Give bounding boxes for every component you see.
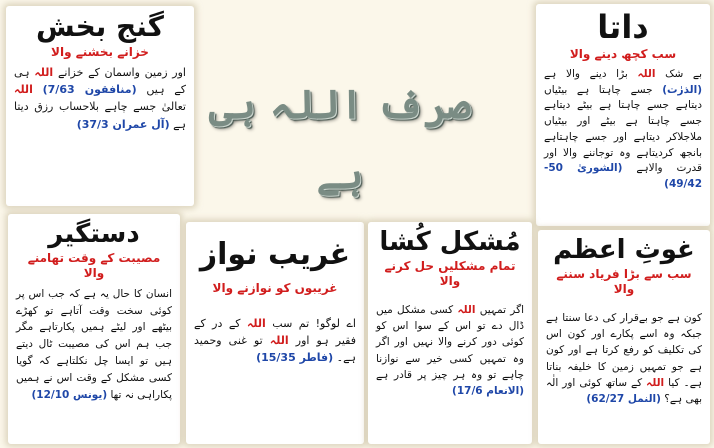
card-body: کون ہے جو بےقرار کی دعا سنتا ہے جبکہ وہ اسے پکارے اور کون اس کی تکلیف کو رفع کرتا ہے اور کون ہے جو تمہیں زمین کا خلیفہ بناتا ہے۔ کیا اللہ کے ساتھ کوئی اور الٰہ بھی ہے؟ (النمل 62/27) [546,311,702,406]
card-subtitle: تمام مشکلیں حل کرنے والا [384,258,516,289]
card-subtitle: مصیبت کے وقت تھامنے والا [27,250,161,281]
card-title: گنج بخش [36,10,164,43]
card-title: مُشکل کُشا [379,227,521,257]
card-gharib-nawaz [186,222,364,444]
verse-reference: (فاطر 15/35) [256,350,334,364]
card-title: دستگیر [48,219,140,249]
card-dastgir [8,214,180,444]
verse-reference: (النمل 62/27) [586,393,661,406]
card-subtitle: خزانے بخشنے والا [51,44,149,59]
card-title: داتا [597,8,649,46]
card-ganj-bakhsh [6,6,194,206]
verse-reference: (یونس 12/10) [31,388,108,401]
verse-reference: (الشوریٰ 50-49/42) [544,162,702,191]
card-body: اے لوگو! تم سب اللہ کے در کے فقیر ہو اور اللہ تو غنی وحمید ہے۔ (فاطر 15/35) [194,316,356,364]
card-title: غوثِ اعظم [553,235,695,265]
card-data [536,4,710,226]
card-body: بے شک اللہ بڑا دینے والا ہے (الذرٰت) جسے چاہتا ہے بیٹیاں دیتاہے جسے چاہتا ہے بیٹے دیتاہے جسے چاہتا ہے بیٹے اور بیٹیاں ملاجلاکر دیتاہے اور جسے چاہتاہے بانجھ کردیتاہے وہ توجاننے والا اور قدرت والاہے (الشوریٰ 50-49/42) [544,67,702,191]
card-body: اگر تمہیں اللہ کسی مشکل میں ڈال دے تو اس کے سوا اس کو کوئی دور کرنے والا نہیں اور اگر وہ تمہیں کسی خیر سے نوازنا چاہے تو وہ ہر چیز پر قادر ہے (الانعام 17/6) [376,303,524,398]
card-subtitle: سب کچھ دینے والا [569,47,677,62]
card-subtitle: غریبوں کو نوازنے والا [212,281,338,295]
card-body: اور زمین واسمان کے خزانے اللہ ہی کے ہیں (منافقون 7/63) اللہ تعالیٰ جسے چاہے بلاحساب رزق دیتا ہے (آل عمران 37/3) [14,66,186,131]
verse-reference: (الانعام 17/6) [452,385,524,398]
verse-reference: (آل عمران 37/3) [76,117,170,131]
card-subtitle: سب سے بڑا فریاد سننے والا [556,266,692,297]
center-heading: صرف اللہ ہی ہے [208,81,472,198]
card-body: انسان کا حال یہ ہے کہ جب اس پر کوئی سخت وقت آتاہے تو کھڑے بیٹھے اور لیٹے ہمیں پکارتاہے مگر جب ہم اس کی مصیبت ٹال دیتے ہیں تو ایسا چل نکلتاہے کہ گویا کسی مشکل کے وقت اس نے ہمیں پکاراہی نہ تھا (یونس 12/10) [16,287,172,401]
card-ghaus-azam [538,230,710,444]
verse-reference: (الذرٰت) [662,83,702,96]
verse-reference: (منافقون 7/63) [42,83,137,97]
card-title: غریب نواز [199,237,351,272]
card-mushkil-kusha [368,222,532,444]
